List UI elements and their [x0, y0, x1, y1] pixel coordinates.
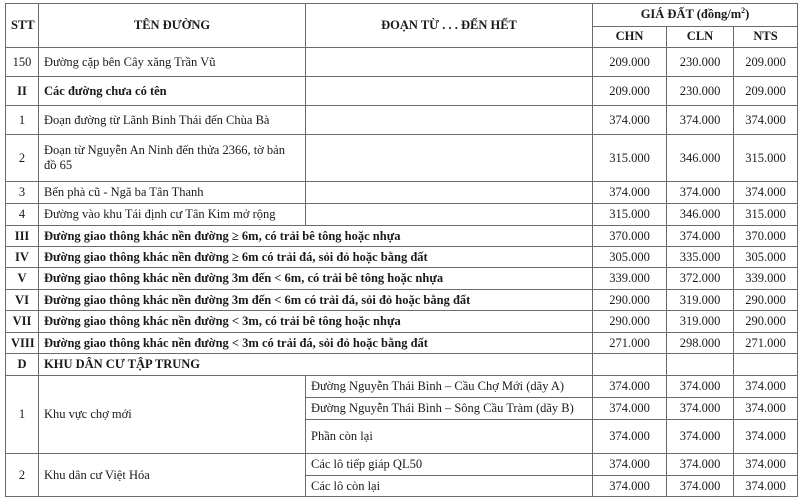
table-row [6, 204, 798, 226]
table-row [6, 48, 798, 77]
cell-chn: 315.000 [593, 204, 667, 226]
cell-name: Bến phà cũ - Ngã ba Tân Thanh [39, 182, 306, 204]
cell-chn: 374.000 [593, 182, 667, 204]
header-row-1 [6, 4, 798, 27]
cell-nts: 374.000 [734, 398, 798, 420]
cell-nts: 290.000 [734, 311, 798, 333]
cell-nts: 290.000 [734, 290, 798, 311]
cell-stt: 1 [6, 376, 39, 454]
cell-nts: 374.000 [734, 182, 798, 204]
cell-cln: 374.000 [667, 182, 734, 204]
cell-cln: 346.000 [667, 135, 734, 182]
cell-name: Khu vực chợ mới [39, 376, 306, 454]
table-row [6, 454, 798, 476]
cell-name: Đường giao thông khác nền đường < 3m có trải đá, sỏi đỏ hoặc bằng đất [39, 333, 593, 354]
cell-name: Khu dân cư Việt Hóa [39, 454, 306, 497]
cell-cln: 230.000 [667, 48, 734, 77]
cell-nts: 315.000 [734, 204, 798, 226]
cell-nts: 209.000 [734, 48, 798, 77]
cell-cln: 346.000 [667, 204, 734, 226]
table-row [6, 376, 798, 398]
cell-chn: 315.000 [593, 135, 667, 182]
header-doan-tu: ĐOẠN TỪ . . . ĐẾN HẾT [306, 4, 593, 48]
cell-stt: 2 [6, 135, 39, 182]
header-gia-dat-close: ) [745, 7, 750, 22]
section-row-d [6, 354, 798, 376]
cell-cln: 372.000 [667, 268, 734, 290]
cell-cln: 374.000 [667, 398, 734, 420]
cell-chn: 290.000 [593, 290, 667, 311]
cell-name: Đường giao thông khác nền đường 3m đến < 6m, có trải bê tông hoặc nhựa [39, 268, 593, 290]
cell-segment [306, 77, 593, 106]
table-row [6, 333, 798, 354]
cell-name: Đoạn từ Nguyễn An Ninh đến thửa 2366, tờ bản đồ 65 [39, 135, 306, 182]
cell-segment: Các lô còn lại [306, 476, 593, 497]
cell-name: Đường giao thông khác nền đường ≥ 6m, có trải bê tông hoặc nhựa [39, 226, 593, 247]
cell-stt: 1 [6, 106, 39, 135]
cell-stt: 3 [6, 182, 39, 204]
cell-cln: 374.000 [667, 106, 734, 135]
cell-stt: 150 [6, 48, 39, 77]
cell-nts: 370.000 [734, 226, 798, 247]
cell-cln: 230.000 [667, 77, 734, 106]
cell-nts: 374.000 [734, 420, 798, 454]
cell-name: Đoạn đường từ Lãnh Binh Thái đến Chùa Bà [39, 106, 306, 135]
cell-segment: Các lô tiếp giáp QL50 [306, 454, 593, 476]
cell-nts: 315.000 [734, 135, 798, 182]
cell-chn: 290.000 [593, 311, 667, 333]
header-gia-dat [593, 4, 798, 27]
cell-cln: 374.000 [667, 420, 734, 454]
cell-chn: 370.000 [593, 226, 667, 247]
cell-chn: 271.000 [593, 333, 667, 354]
cell-chn: 305.000 [593, 247, 667, 268]
cell-chn: 374.000 [593, 398, 667, 420]
header-ten-duong: TÊN ĐƯỜNG [39, 4, 306, 48]
cell-name: Đường cặp bên Cây xăng Trần Vũ [39, 48, 306, 77]
table-row [6, 106, 798, 135]
cell-chn: 209.000 [593, 48, 667, 77]
cell-cln: 374.000 [667, 376, 734, 398]
cell-chn: 374.000 [593, 454, 667, 476]
cell-cln: 374.000 [667, 226, 734, 247]
cell-segment: Đường Nguyễn Thái Bình – Sông Cầu Tràm (dãy B) [306, 398, 593, 420]
cell-stt: 4 [6, 204, 39, 226]
cell-nts: 374.000 [734, 476, 798, 497]
table-row [6, 135, 798, 182]
cell-chn [593, 354, 667, 376]
cell-cln: 298.000 [667, 333, 734, 354]
cell-stt: D [6, 354, 39, 376]
cell-cln [667, 354, 734, 376]
cell-segment: Đường Nguyễn Thái Bình – Cầu Chợ Mới (dãy A) [306, 376, 593, 398]
cell-name: Các đường chưa có tên [39, 77, 306, 106]
cell-stt: VII [6, 311, 39, 333]
header-cln: CLN [667, 26, 734, 48]
table-row [6, 290, 798, 311]
cell-stt: III [6, 226, 39, 247]
cell-cln: 335.000 [667, 247, 734, 268]
cell-cln: 374.000 [667, 454, 734, 476]
cell-segment [306, 204, 593, 226]
cell-chn: 209.000 [593, 77, 667, 106]
cell-segment: Phần còn lại [306, 420, 593, 454]
cell-chn: 374.000 [593, 476, 667, 497]
cell-nts: 339.000 [734, 268, 798, 290]
table-row [6, 268, 798, 290]
table-row [6, 247, 798, 268]
cell-segment [306, 48, 593, 77]
cell-nts: 374.000 [734, 106, 798, 135]
cell-name: KHU DÂN CƯ TẬP TRUNG [39, 354, 593, 376]
header-stt: STT [6, 4, 39, 48]
cell-cln: 319.000 [667, 311, 734, 333]
cell-name: Đường giao thông khác nền đường 3m đến < 6m có trải đá, sỏi đỏ hoặc bằng đất [39, 290, 593, 311]
table-row [6, 226, 798, 247]
cell-nts: 374.000 [734, 454, 798, 476]
cell-chn: 374.000 [593, 106, 667, 135]
land-price-table [5, 3, 798, 497]
cell-stt: IV [6, 247, 39, 268]
cell-stt: V [6, 268, 39, 290]
cell-segment [306, 182, 593, 204]
cell-segment [306, 135, 593, 182]
cell-chn: 374.000 [593, 376, 667, 398]
cell-name: Đường giao thông khác nền đường < 3m, có trải bê tông hoặc nhựa [39, 311, 593, 333]
header-chn: CHN [593, 26, 667, 48]
cell-stt: VI [6, 290, 39, 311]
cell-stt: II [6, 77, 39, 106]
cell-name: Đường vào khu Tái định cư Tân Kim mở rộng [39, 204, 306, 226]
header-gia-dat-label: GIÁ ĐẤT (đồng/m [640, 7, 742, 22]
cell-chn: 339.000 [593, 268, 667, 290]
header-nts: NTS [734, 26, 798, 48]
cell-nts: 209.000 [734, 77, 798, 106]
cell-nts [734, 354, 798, 376]
cell-stt: VIII [6, 333, 39, 354]
cell-nts: 305.000 [734, 247, 798, 268]
cell-cln: 319.000 [667, 290, 734, 311]
cell-stt: 2 [6, 454, 39, 497]
cell-segment [306, 106, 593, 135]
table-row [6, 311, 798, 333]
cell-name: Đường giao thông khác nền đường ≥ 6m có trải đá, sỏi đỏ hoặc bằng đất [39, 247, 593, 268]
header-gia-dat-sup: 2 [741, 6, 746, 16]
cell-cln: 374.000 [667, 476, 734, 497]
cell-nts: 374.000 [734, 376, 798, 398]
cell-nts: 271.000 [734, 333, 798, 354]
table-row [6, 77, 798, 106]
cell-chn: 374.000 [593, 420, 667, 454]
table-row [6, 182, 798, 204]
